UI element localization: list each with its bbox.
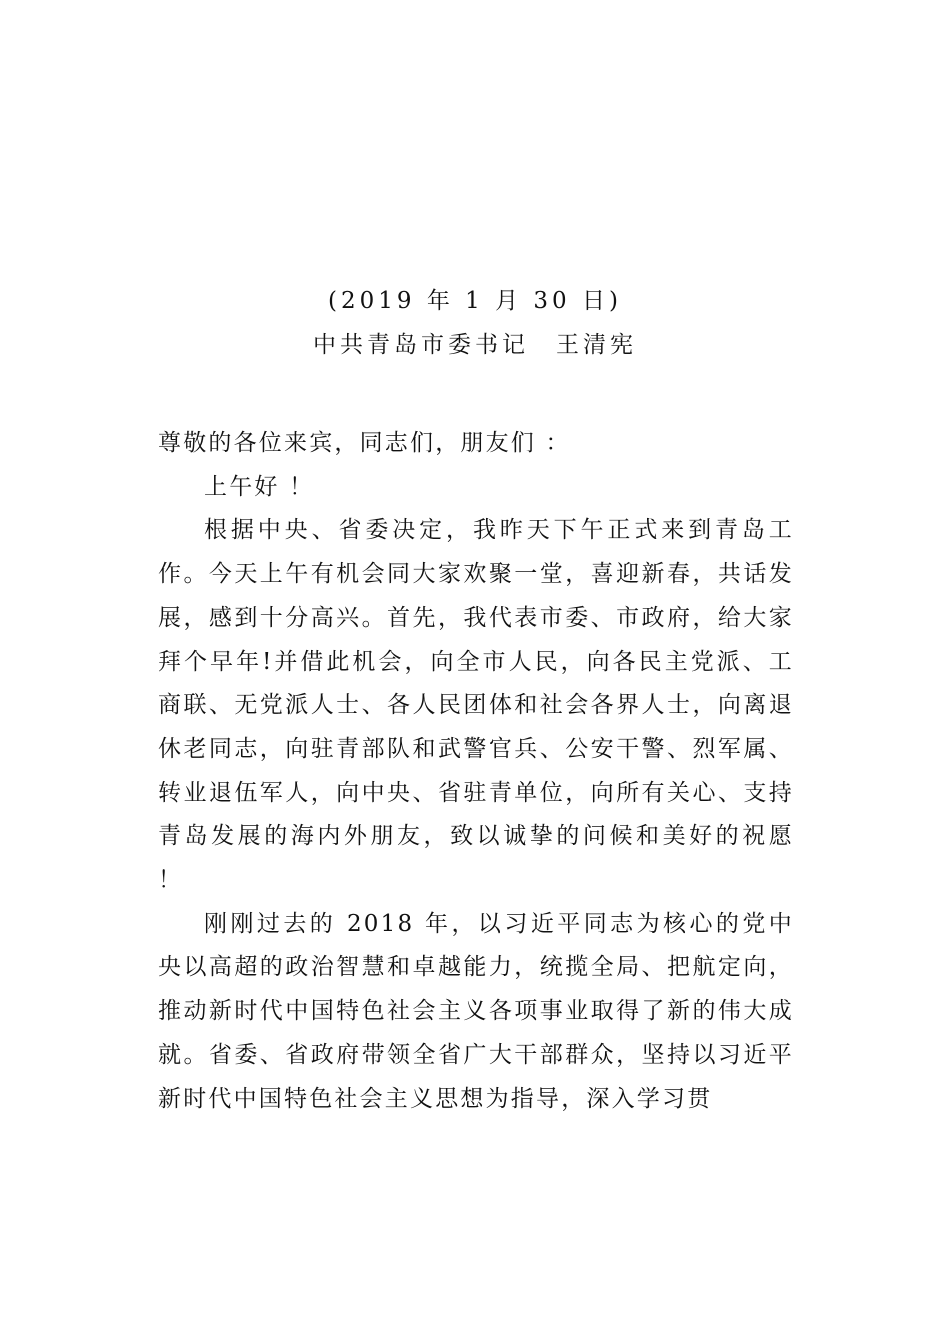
speech-date: (2019 年 1 月 30 日) [328, 288, 622, 314]
paragraph-1: 根据中央、省委决定，我昨天下午正式来到青岛工作。今天上午有机会同大家欢聚一堂，喜迎新春，共话发展，感到十分高兴。首先，我代表市委、市政府，给大家拜个早年!并借此机会，向全市人民，向各民主党派、工商联、无党派人士、各人民团体和社会各界人士，向离退休老同志，向驻青部队和武警官兵、公安干警、烈军属、转业退伍军人，向中央、省驻青单位，向所有关心、支持青岛发展的海内外朋友，致以诚挚的问候和美好的祝愿 ！ [158, 517, 794, 894]
speech-body [158, 422, 794, 1121]
greeting: 上午好 ！ [204, 473, 315, 500]
paragraph-2: 刚刚过去的 2018 年，以习近平同志为核心的党中央以高超的政治智慧和卓越能力，统揽全局、把航定向，推动新时代中国特色社会主义各项事业取得了新的伟大成就。省委、省政府带领全省广大干部群众，坚持以习近平新时代中国特色社会主义思想为指导，深入学习贯 [158, 910, 794, 1112]
speech-author: 中共青岛市委书记 王清宪 [313, 332, 637, 358]
salutation: 尊敬的各位来宾，同志们，朋友们 ： [158, 430, 571, 456]
